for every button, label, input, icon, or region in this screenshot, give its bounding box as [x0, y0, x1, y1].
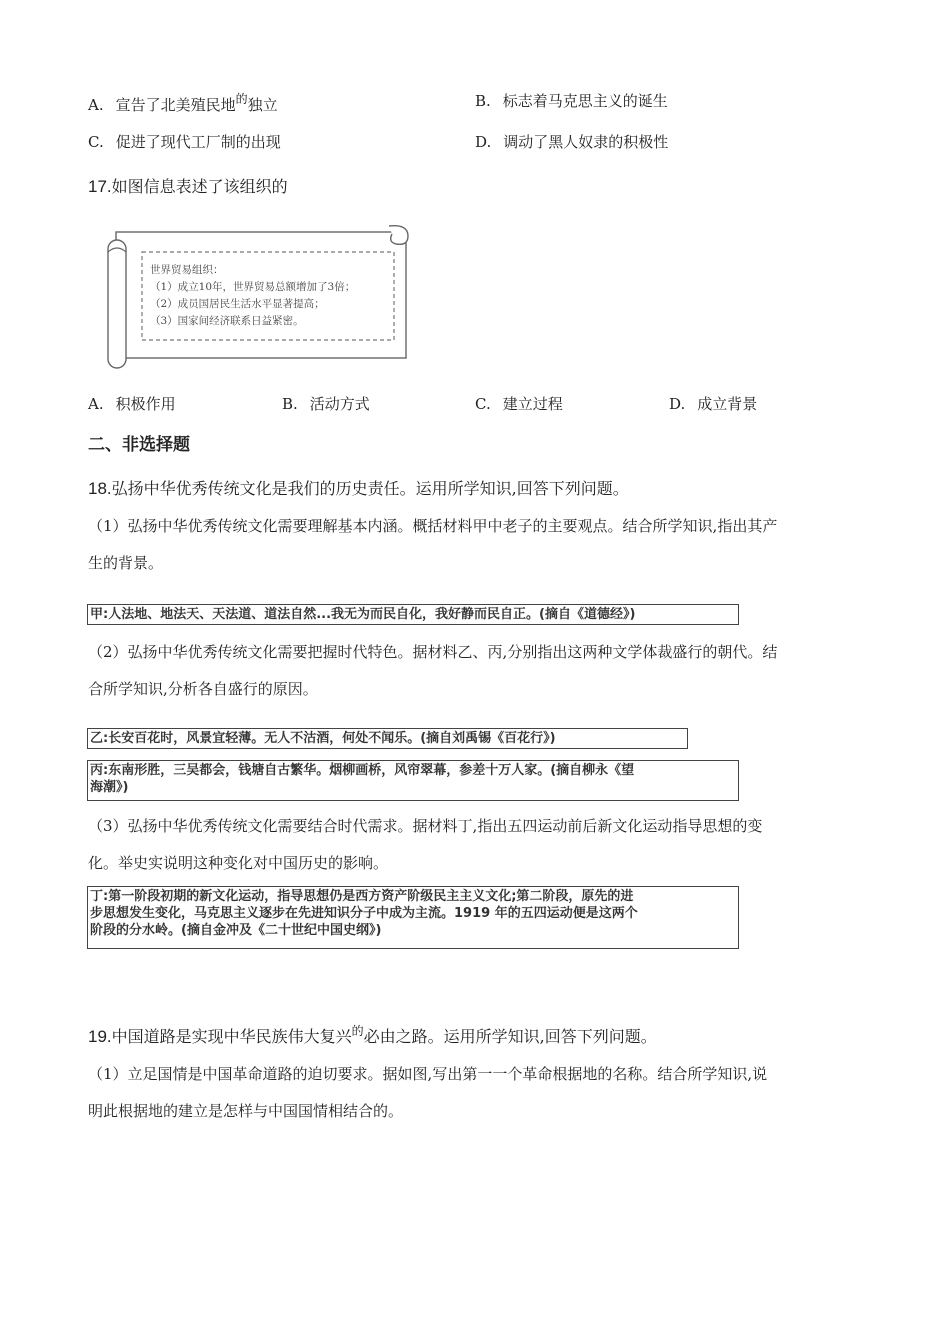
material-ding: 丁:第一阶段初期的新文化运动，指导思想仍是西方资产阶级民主主义文化;第二阶段，原先的进 步思想发生变化，马克思主义逐步在先进知识分子中成为主流。1919 年的五四运动便是这两个 阶段的分水岭。(摘自金冲及《二十世纪中国史纲》) [87, 886, 739, 949]
q17-option-b: B. 活动方式 [282, 395, 370, 413]
q16-option-d: D. 调动了黑人奴隶的积极性 [475, 133, 669, 151]
q19-sub1: （1）立足国情是中国革命道路的迫切要求。据如图,写出第一一个革命根据地的名称。结合所学知识,说 明此根据地的建立是怎样与中国国情相结合的。 [88, 1065, 768, 1120]
wto-scroll-figure [104, 222, 414, 374]
q17-option-a: A. 积极作用 [88, 395, 176, 413]
q17-option-c: C. 建立过程 [475, 395, 563, 413]
q18-sub1: （1）弘扬中华优秀传统文化需要理解基本内涵。概括材料甲中老子的主要观点。结合所学知识,指出其产 生的背景。 [88, 517, 778, 572]
q16-option-b: B. 标志着马克思主义的诞生 [475, 92, 668, 110]
scroll-text: 世界贸易组织： （1）成立10年，世界贸易总额增加了3倍； （2）成员国居民生活水平显著提高； （3）国家间经济联系日益紧密。 [150, 264, 356, 327]
material-yi: 乙:长安百花时，风景宜轻薄。无人不沽酒，何处不闻乐。(摘自刘禹锡《百花行》) [87, 728, 688, 749]
q18-sub2: （2）弘扬中华优秀传统文化需要把握时代特色。据材料乙、丙,分别指出这两种文学体裁盛行的朝代。结 合所学知识,分析各自盛行的原因。 [88, 643, 778, 698]
material-jia: 甲:人法地、地法天、天法道、道法自然...我无为而民自化，我好静而民自正。(摘自《道德经》) [87, 604, 739, 625]
q17-stem: 17.如图信息表述了该组织的 [88, 177, 288, 196]
q18-sub3: （3）弘扬中华优秀传统文化需要结合时代需求。据材料丁,指出五四运动前后新文化运动指导思想的变 化。举史实说明这种变化对中国历史的影响。 [88, 817, 763, 872]
q16-option-a: A. 宣告了北美殖民地$^的$独立 [88, 92, 278, 114]
section-title: 二、非选择题 [88, 435, 190, 455]
material-bing: 丙:东南形胜，三吴都会，钱塘自古繁华。烟柳画桥，风帘翠幕，参差十万人家。(摘自柳永《望 海潮》) [87, 760, 739, 801]
q16-option-c: C. 促进了现代工厂制的出现 [88, 133, 281, 151]
q17-option-d: D. 成立背景 [669, 395, 758, 413]
q18-stem: 18.弘扬中华优秀传统文化是我们的历史责任。运用所学知识,回答下列问题。 [88, 479, 629, 498]
q19-stem: 19.中国道路是实现中华民族伟大复兴$^的$必由之路。运用所学知识,回答下列问题。 [88, 1024, 657, 1046]
